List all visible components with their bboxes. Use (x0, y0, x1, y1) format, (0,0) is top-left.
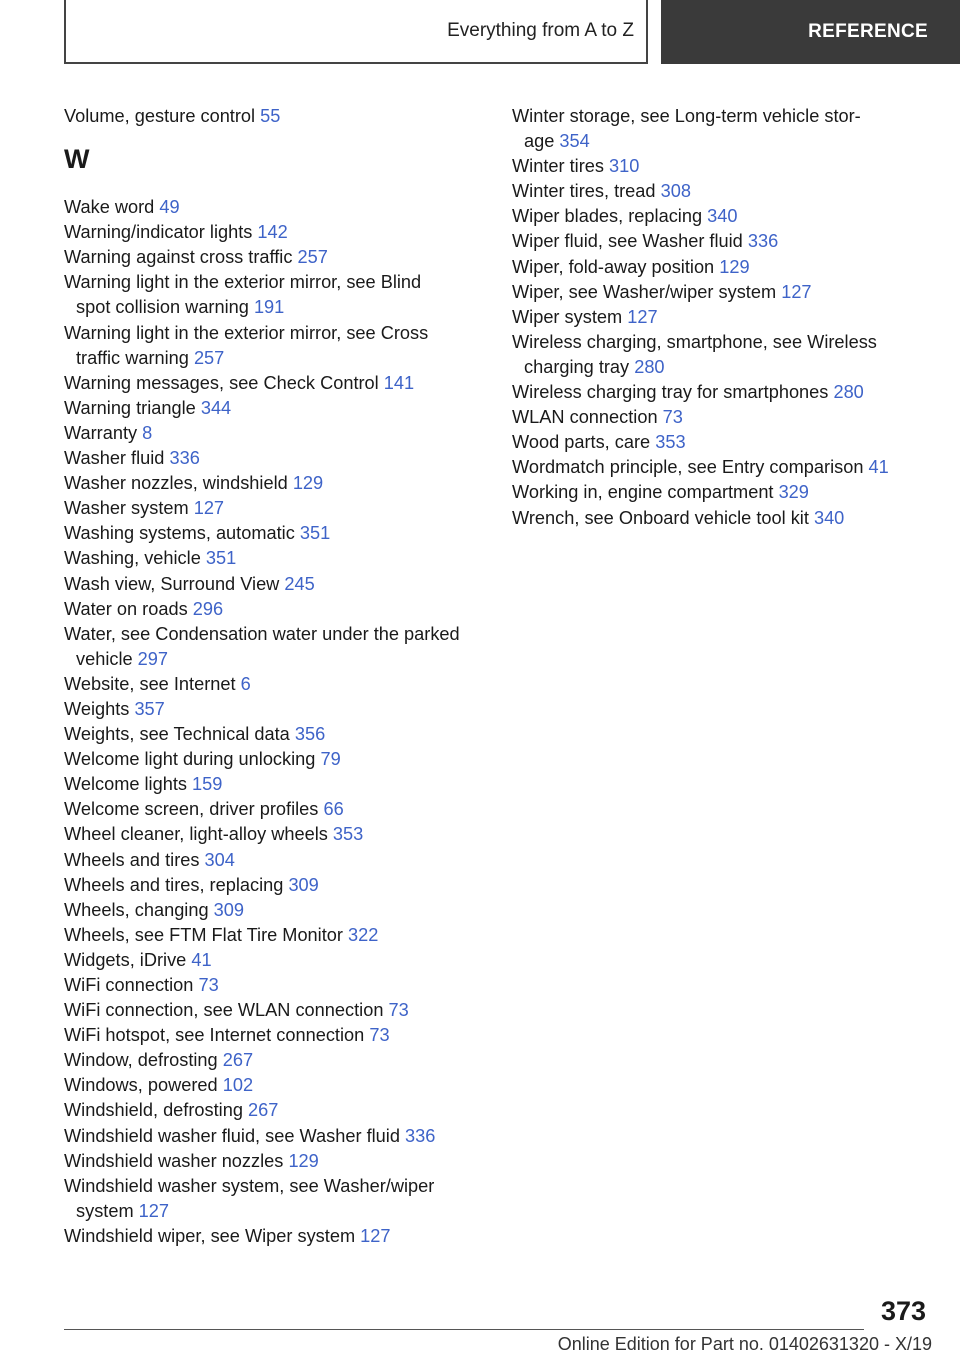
index-entry-page-link[interactable]: 280 (634, 356, 665, 377)
index-entry-text: Windows, powered (64, 1075, 218, 1096)
index-entry (64, 104, 494, 129)
index-entry-text: Wheel cleaner, light-alloy wheels (64, 824, 328, 845)
index-entry (64, 245, 494, 270)
index-entry-page-link[interactable]: 8 (142, 422, 153, 443)
index-entry-text: Wake word (64, 197, 155, 218)
index-entry (64, 1149, 494, 1174)
index-entry (64, 822, 494, 847)
index-entry-text: Wheels, see FTM Flat Tire Monitor (64, 924, 343, 945)
index-entry (64, 496, 494, 521)
index-entry (64, 998, 494, 1023)
index-entry-page-link[interactable]: 356 (294, 724, 326, 745)
index-entry-text: Welcome lights (64, 774, 187, 795)
index-entry (64, 848, 494, 873)
index-column-right (512, 104, 932, 531)
index-entry (64, 1098, 494, 1123)
index-entry-text: Website, see Internet (64, 673, 236, 694)
index-entry-page-link[interactable]: 353 (655, 432, 686, 453)
index-entry: Winter storage, see Long-term vehicle stor- age 354 (512, 106, 861, 152)
index-entry: Windshield washer system, see Washer/wiper system 127 (64, 1175, 435, 1221)
index-entry-text: Weights (64, 698, 130, 719)
index-entry-page-link[interactable]: 267 (248, 1100, 279, 1121)
index-entry-page-link[interactable]: 351 (205, 548, 237, 569)
header-section-title: Everything from A to Z (447, 20, 634, 41)
index-entry-text: Wrench, see Onboard vehicle tool kit (512, 507, 809, 528)
page-number: 373 (880, 1296, 926, 1326)
index-entry-text: Weights, see Technical data (64, 724, 290, 745)
index-entry-page-link[interactable]: 55 (260, 106, 281, 126)
index-entry-text: Wiper, fold-away position (512, 256, 715, 277)
index-entry-text: Washing systems, automatic (64, 523, 295, 544)
index-entry: Wireless charging, smartphone, see Wireless charging tray 280 (512, 331, 877, 377)
index-entry (64, 471, 494, 496)
index-entry (64, 1124, 494, 1149)
index-entry-page-link[interactable]: 353 (332, 824, 364, 845)
index-entry (512, 255, 932, 280)
index-entry-page-link[interactable]: 296 (192, 598, 224, 619)
index-entry-page-link[interactable]: 41 (868, 457, 889, 478)
index-entry-page-link[interactable]: 129 (288, 1150, 319, 1171)
index-entry-text: Wireless charging tray for smartphones (512, 382, 829, 403)
index-entry (64, 446, 494, 471)
index-entry-text: Wash view, Surround View (64, 573, 280, 594)
index-entry-text: Warning triangle (64, 397, 196, 418)
index-entry-page-link[interactable]: 102 (222, 1075, 254, 1096)
index-entry (64, 672, 494, 697)
index-entry-page-link[interactable]: 66 (323, 799, 344, 820)
index-entry-text: Warning against cross traffic (64, 247, 293, 268)
index-entry-page-link[interactable]: 73 (662, 407, 683, 428)
index-entry-page-link[interactable]: 309 (213, 899, 244, 920)
index-entry-page-link[interactable]: 308 (660, 181, 691, 202)
index-entry-page-link[interactable]: 142 (257, 222, 288, 243)
index-entry (64, 973, 494, 998)
index-entry-page-link[interactable]: 322 (348, 924, 379, 945)
index-entry-page-link[interactable]: 309 (288, 874, 319, 895)
index-entry-page-link[interactable]: 257 (297, 247, 328, 268)
footer-edition-text: Online Edition for Part no. 01402631320 - X/19 (557, 1334, 932, 1354)
index-entry-page-link[interactable]: 267 (222, 1050, 254, 1071)
index-entry (64, 1048, 494, 1073)
index-entry (512, 305, 932, 330)
index-entry-text: Welcome light during unlocking (64, 749, 316, 770)
index-entry-text: Wheels and tires, replacing (64, 874, 284, 895)
index-entry-text: Wordmatch principle, see Entry comparison (512, 457, 864, 478)
index-entry-page-link[interactable]: 354 (559, 131, 590, 152)
index-entry-text: Washer nozzles, windshield (64, 473, 288, 494)
index-entry-text: Widgets, iDrive (64, 949, 187, 970)
index-entry-page-link[interactable]: 141 (383, 372, 415, 393)
index-entry-text: Welcome screen, driver profiles (64, 799, 319, 820)
index-entry-text: WLAN connection (512, 407, 658, 428)
index-entry-page-link[interactable]: 257 (193, 347, 225, 368)
index-entry-text: Wiper blades, replacing (512, 206, 703, 227)
index-entries-left (64, 195, 494, 1249)
index-entry (512, 380, 932, 405)
index-entry-page-link[interactable]: 340 (707, 206, 738, 227)
index-entry: Warning light in the exterior mirror, see Blind spot collision warning 191 (64, 272, 422, 318)
index-entry-text: Wiper system (512, 306, 623, 327)
index-entry-text: Wiper, see Washer/wiper system (512, 281, 777, 302)
index-entry-page-link[interactable]: 336 (747, 231, 779, 252)
index-entry-text: Warning messages, see Check Control (64, 372, 379, 393)
index-entry-text: Winter tires, tread (512, 181, 656, 202)
index-entry-page-link[interactable]: 129 (719, 256, 750, 277)
index-entry-page-link[interactable]: 329 (778, 482, 809, 503)
index-entry-text: Washer system (64, 498, 189, 519)
index-entry-page-link[interactable]: 336 (169, 448, 200, 469)
index-entry: Water, see Condensation water under the parked vehicle 297 (64, 623, 460, 669)
index-entry-page-link[interactable]: 127 (138, 1200, 170, 1221)
index-entry-text: Water on roads (64, 598, 188, 619)
index-entry-page-link[interactable]: 245 (284, 573, 315, 594)
index-entry (512, 430, 932, 455)
index-entry-text: Washer fluid (64, 448, 165, 469)
index-entry-page-link[interactable]: 280 (833, 382, 864, 403)
index-entry (512, 179, 932, 204)
index-entry-page-link[interactable]: 344 (200, 397, 232, 418)
header-chapter-label: REFERENCE (808, 21, 928, 42)
index-entry (64, 948, 494, 973)
index-entry-page-link[interactable]: 79 (320, 749, 341, 770)
index-entry (512, 229, 932, 254)
index-entry-page-link[interactable]: 127 (781, 281, 812, 302)
index-entry (64, 220, 494, 245)
index-entry-page-link[interactable]: 351 (299, 523, 331, 544)
footer-divider (64, 1329, 864, 1330)
index-entry (64, 923, 494, 948)
index-entry-text: Windshield washer nozzles (64, 1150, 284, 1171)
index-entry (64, 396, 494, 421)
index-entry-page-link[interactable]: 127 (360, 1225, 391, 1246)
index-entry (64, 572, 494, 597)
index-entry (512, 480, 932, 505)
index-entry-page-link[interactable]: 304 (204, 849, 235, 870)
index-entry-text: Washing, vehicle (64, 548, 201, 569)
index-top-entries (64, 104, 494, 129)
index-column-left (64, 104, 494, 1249)
index-entry-page-link[interactable]: 336 (405, 1125, 436, 1146)
index-entry-page-link[interactable]: 41 (191, 949, 212, 970)
index-entry (512, 405, 932, 430)
index-entry-text: Windshield washer fluid, see Washer fluid (64, 1125, 400, 1146)
index-entry (64, 797, 494, 822)
index-entry-page-link[interactable]: 73 (198, 975, 219, 995)
index-entry (64, 772, 494, 797)
index-letter-heading: W (64, 144, 90, 175)
index-entry (64, 873, 494, 898)
index-entry-page-link[interactable]: 191 (253, 297, 285, 318)
index-entry-page-link[interactable]: 127 (627, 306, 658, 327)
index-entry (64, 195, 494, 220)
index-entry-text: Wheels and tires (64, 849, 200, 870)
index-entry (512, 280, 932, 305)
index-entry-text: Volume, gesture control (64, 106, 256, 126)
header-section-box (64, 0, 648, 64)
index-entry (64, 747, 494, 772)
index-entry-text: Warning/indicator lights (64, 222, 253, 243)
index-entry: Warning light in the exterior mirror, see Cross traffic warning 257 (64, 322, 429, 368)
index-entry-page-link[interactable]: 310 (609, 156, 640, 177)
index-entry (64, 371, 494, 396)
index-entry-page-link[interactable]: 73 (369, 1025, 390, 1046)
index-entry-page-link[interactable]: 6 (240, 673, 251, 694)
index-entry-page-link[interactable]: 73 (388, 1000, 409, 1021)
index-entry-page-link[interactable]: 129 (292, 473, 324, 494)
index-entry-text: WiFi connection, see WLAN connection (64, 1000, 384, 1021)
index-entry (512, 455, 932, 480)
index-entry (64, 898, 494, 923)
index-entry (512, 204, 932, 229)
index-entry (64, 546, 494, 571)
index-entry-text: Windshield wiper, see Wiper system (64, 1225, 356, 1246)
index-entry (64, 421, 494, 446)
index-entry-text: Winter tires (512, 156, 604, 177)
index-entry (64, 1073, 494, 1098)
index-entry-page-link[interactable]: 357 (134, 698, 165, 719)
index-entry-text: Warranty (64, 422, 138, 443)
index-entry (64, 722, 494, 747)
index-entry (64, 1224, 494, 1249)
index-entry (512, 506, 932, 531)
index-entry (64, 597, 494, 622)
index-entry-page-link[interactable]: 49 (159, 197, 180, 218)
header-chapter-tab (661, 0, 960, 64)
index-entry-text: Wood parts, care (512, 432, 651, 453)
index-entry-page-link[interactable]: 297 (137, 648, 169, 669)
index-entry-text: WiFi connection (64, 975, 194, 995)
index-entry-page-link[interactable]: 340 (813, 507, 845, 528)
index-entry-text: Windshield, defrosting (64, 1100, 243, 1121)
index-entry-text: Working in, engine compartment (512, 482, 774, 503)
index-entry-text: Wiper fluid, see Washer fluid (512, 231, 743, 252)
index-entry (512, 154, 932, 179)
index-entry (64, 1023, 494, 1048)
index-entry-text: Window, defrosting (64, 1050, 218, 1071)
index-entry (64, 521, 494, 546)
index-entry-text: Wheels, changing (64, 899, 209, 920)
index-entry-text: WiFi hotspot, see Internet connection (64, 1025, 365, 1046)
index-entry-page-link[interactable]: 159 (192, 774, 223, 795)
index-entry (64, 697, 494, 722)
index-entry-page-link[interactable]: 127 (193, 498, 225, 519)
